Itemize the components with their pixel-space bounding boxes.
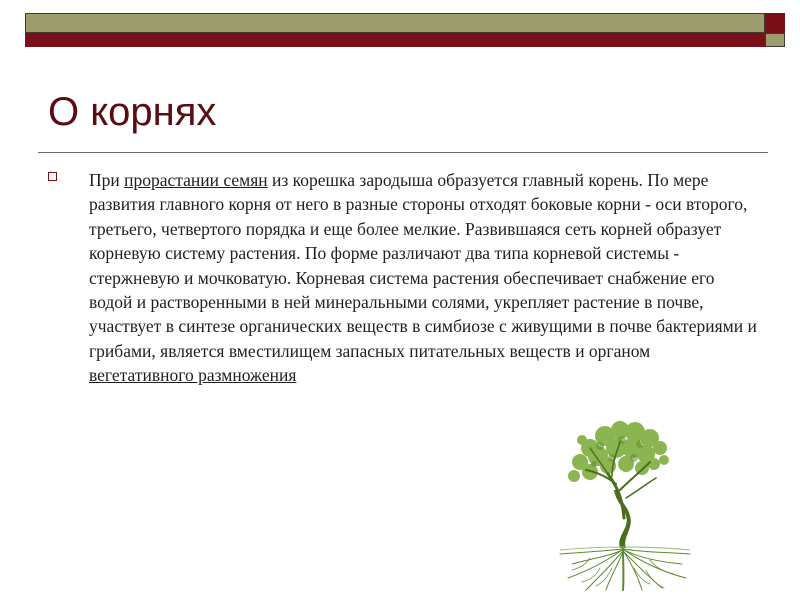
title-divider <box>38 152 768 153</box>
tree-foliage <box>568 421 669 482</box>
body-text-part2: из корешка зародыша образуется главный корень. По мере развития главного корня от него в разные стороны отходят боковые корни - оси второго, третьего, четвертого порядка и еще более мелкие. Развившаяся сеть корней образует корневую систему растения. По форме различают два типа корневой системы - стержневую и мочковатую. Корневая система растения обеспечивает снабжение его водой и растворенными в ней минеральными солями, укрепляет растение в почве, участвует в синтезе органических веществ в симбиозе с живущими в почве бактериями и грибами, является вместилищем запасных питательных веществ и органом <box>89 170 757 361</box>
body-paragraph <box>89 168 757 388</box>
seed-germination-link[interactable]: прорастании семян <box>124 170 268 190</box>
header-bar-maroon <box>25 33 765 47</box>
tree-roots <box>560 548 690 590</box>
vegetative-propagation-link[interactable]: вегетативного размножения <box>89 365 297 386</box>
tree-trunk <box>614 490 631 548</box>
tree-roots-icon <box>550 418 700 593</box>
header-corner-maroon <box>765 13 785 33</box>
body-text-part1: При <box>89 170 125 190</box>
bullet-square-icon <box>48 172 57 181</box>
header-corner-olive <box>765 33 785 47</box>
header-bar-olive <box>25 13 765 33</box>
slide-title: О корнях <box>48 90 217 134</box>
